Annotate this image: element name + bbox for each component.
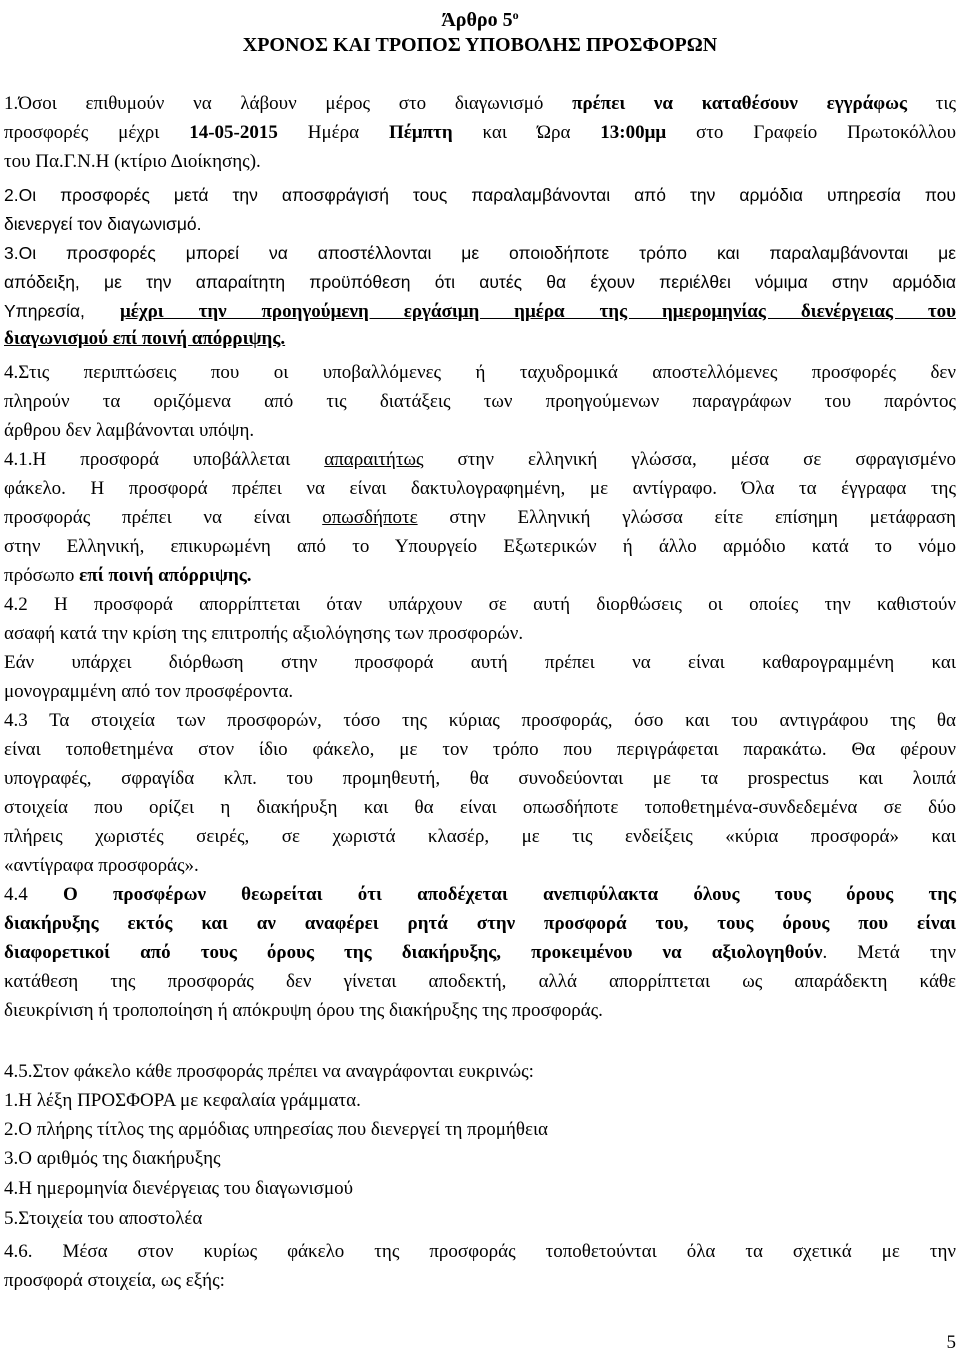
text-line: 3.Οι προσφορές μπορεί να αποστέλλονται με οποιοδήποτε τρόπο και παραλαμβάνονται με xyxy=(4,243,956,263)
text-line: φάκελο. Η προσφορά πρέπει να είναι δακτυλογραφημένη, με αντίγραφο. Όλα τα έγγραφα της xyxy=(4,478,956,499)
text-line: μονογραμμένη από τον προσφέροντα. xyxy=(4,681,294,702)
article-subtitle: ΧΡΟΝΟΣ ΚΑΙ ΤΡΟΠΟΣ ΥΠΟΒΟΛΗΣ ΠΡΟΣΦΟΡΩΝ xyxy=(242,34,718,56)
text-line: 4.6. Μέσα στον κυρίως φάκελο της προσφοράς τοποθετούνται όλα τα σχετικά με την xyxy=(4,1241,956,1262)
text-line: στην Ελληνική, επικυρωμένη από το Υπουργείο Εξωτερικών ή άλλο αρμόδιο κατά το νόμο xyxy=(4,536,956,557)
text-line: Υπηρεσία, μέχρι την προηγούμενη εργάσιμη ημέρα της ημερομηνίας διενέργειας του xyxy=(4,301,957,322)
text-line: 4.1.Η προσφορά υποβάλλεται απαραιτήτως στην ελληνική γλώσσα, μέσα σε σφραγισμένο xyxy=(4,449,956,470)
text-line: 4.Στις περιπτώσεις που οι υποβαλλόμενες ή ταχυδρομικά αποστελλόμενες προσφορές δεν xyxy=(4,362,956,383)
text-line: πλήρεις χωριστές σειρές, σε χωριστά κλασέρ, με τις ενδείξεις «κύρια προσφορά» και xyxy=(4,826,956,847)
text-line: διαφορετικοί από τους όρους της διακήρυξης, προκειμένου να αξιολογηθούν. Μετά την xyxy=(4,942,956,963)
text-line: 4.3 Τα στοιχεία των προσφορών, τόσο της κύριας προσφοράς, όσο και του αντιγράφου της θα xyxy=(4,710,956,731)
text-line: 4.2 Η προσφορά απορρίπτεται όταν υπάρχουν σε αυτή διορθώσεις οι οποίες την καθιστούν xyxy=(4,594,956,615)
list-item: 1.Η λέξη ΠΡΟΣΦΟΡΑ με κεφαλαία γράμματα. xyxy=(4,1090,361,1111)
text-line: απόδειξη, με την απαραίτητη προϋπόθεση ότι αυτές θα έχουν περιέλθει νόμιμα στην αρμόδια xyxy=(4,272,956,292)
text-line: διακήρυξης εκτός και αν αναφέρει ρητά στην προσφορά του, τους όρους που είναι xyxy=(4,913,956,934)
list-item: 4.Η ημερομηνία διενέργειας του διαγωνισμού xyxy=(4,1178,354,1199)
text-line: προσφορές μέχρι 14-05-2015 Ημέρα Πέμπτη και Ώρα 13:00μμ στο Γραφείο Πρωτοκόλλου xyxy=(4,122,957,143)
text-line: στοιχεία που ορίζει η διακήρυξη και θα είναι οπωσδήποτε τοποθετημένα-συνδεδεμένα σε δύο xyxy=(4,797,956,818)
text-line: είναι τοποθετημένα στον ίδιο φάκελο, με τον τρόπο που περιγράφεται παρακάτω. Θα φέρουν xyxy=(4,739,956,760)
text-line: πρόσωπο επί ποινή απόρριψης. xyxy=(4,565,252,586)
text-line: διαγωνισμού επί ποινή απόρριψης. xyxy=(4,328,286,349)
text-line: διενεργεί τον διαγωνισμό. xyxy=(4,214,202,234)
text-line: προσφορά στοιχεία, ως εξής: xyxy=(4,1270,225,1291)
text-line: υπογραφές, σφραγίδα κλπ. του προμηθευτή, θα συνοδεύονται με τα prospectus και λοιπά xyxy=(4,768,956,789)
text-line: προσφοράς πρέπει να είναι οπωσδήποτε στην Ελληνική γλώσσα είτε επίσημη μετάφραση xyxy=(4,507,956,528)
text-line: άρθρου δεν λαμβάνονται υπόψη. xyxy=(4,420,255,441)
text-line: πληρούν τα οριζόμενα από τις διατάξεις των προηγούμενων παραγράφων του παρόντος xyxy=(4,391,956,412)
text-line: 4.5.Στον φάκελο κάθε προσφοράς πρέπει να αναγράφονται ευκρινώς: xyxy=(4,1061,534,1082)
list-item: 3.Ο αριθμός της διακήρυξης xyxy=(4,1148,221,1169)
text-line: «αντίγραφα προσφοράς». xyxy=(4,855,199,876)
text-line: ασαφή κατά την κρίση της επιτροπής αξιολόγησης των προσφορών. xyxy=(4,623,524,644)
text-line: 2.Οι προσφορές μετά την αποσφράγισή τους παραλαμβάνονται από την αρμόδια υπηρεσία που xyxy=(4,185,956,205)
text-line: του Πα.Γ.Ν.Η (κτίριο Διοίκησης). xyxy=(4,151,261,172)
text-line: Εάν υπάρχει διόρθωση στην προσφορά αυτή πρέπει να είναι καθαρογραμμένη και xyxy=(4,652,956,673)
list-item: 5.Στοιχεία του αποστολέα xyxy=(4,1208,203,1229)
text-line: διευκρίνιση ή τροποποίηση ή απόκρυψη όρου της διακήρυξης της προσφοράς. xyxy=(4,1000,603,1021)
list-item: 2.Ο πλήρης τίτλος της αρμόδιας υπηρεσίας που διενεργεί τη προμήθεια xyxy=(4,1119,549,1140)
article-title: Άρθρο $5^o$ xyxy=(441,8,519,31)
text-line: 1.Όσοι επιθυμούν να λάβουν μέρος στο διαγωνισμό πρέπει να καταθέσουν εγγράφως τις xyxy=(4,93,956,114)
text-line: 4.4 Ο προσφέρων θεωρείται ότι αποδέχεται ανεπιφύλακτα όλους τους όρους της xyxy=(4,884,957,905)
page-number: 5 xyxy=(946,1332,956,1353)
text-line: κατάθεση της προσφοράς δεν γίνεται αποδεκτή, αλλά απορρίπτεται ως απαράδεκτη κάθε xyxy=(4,971,956,992)
